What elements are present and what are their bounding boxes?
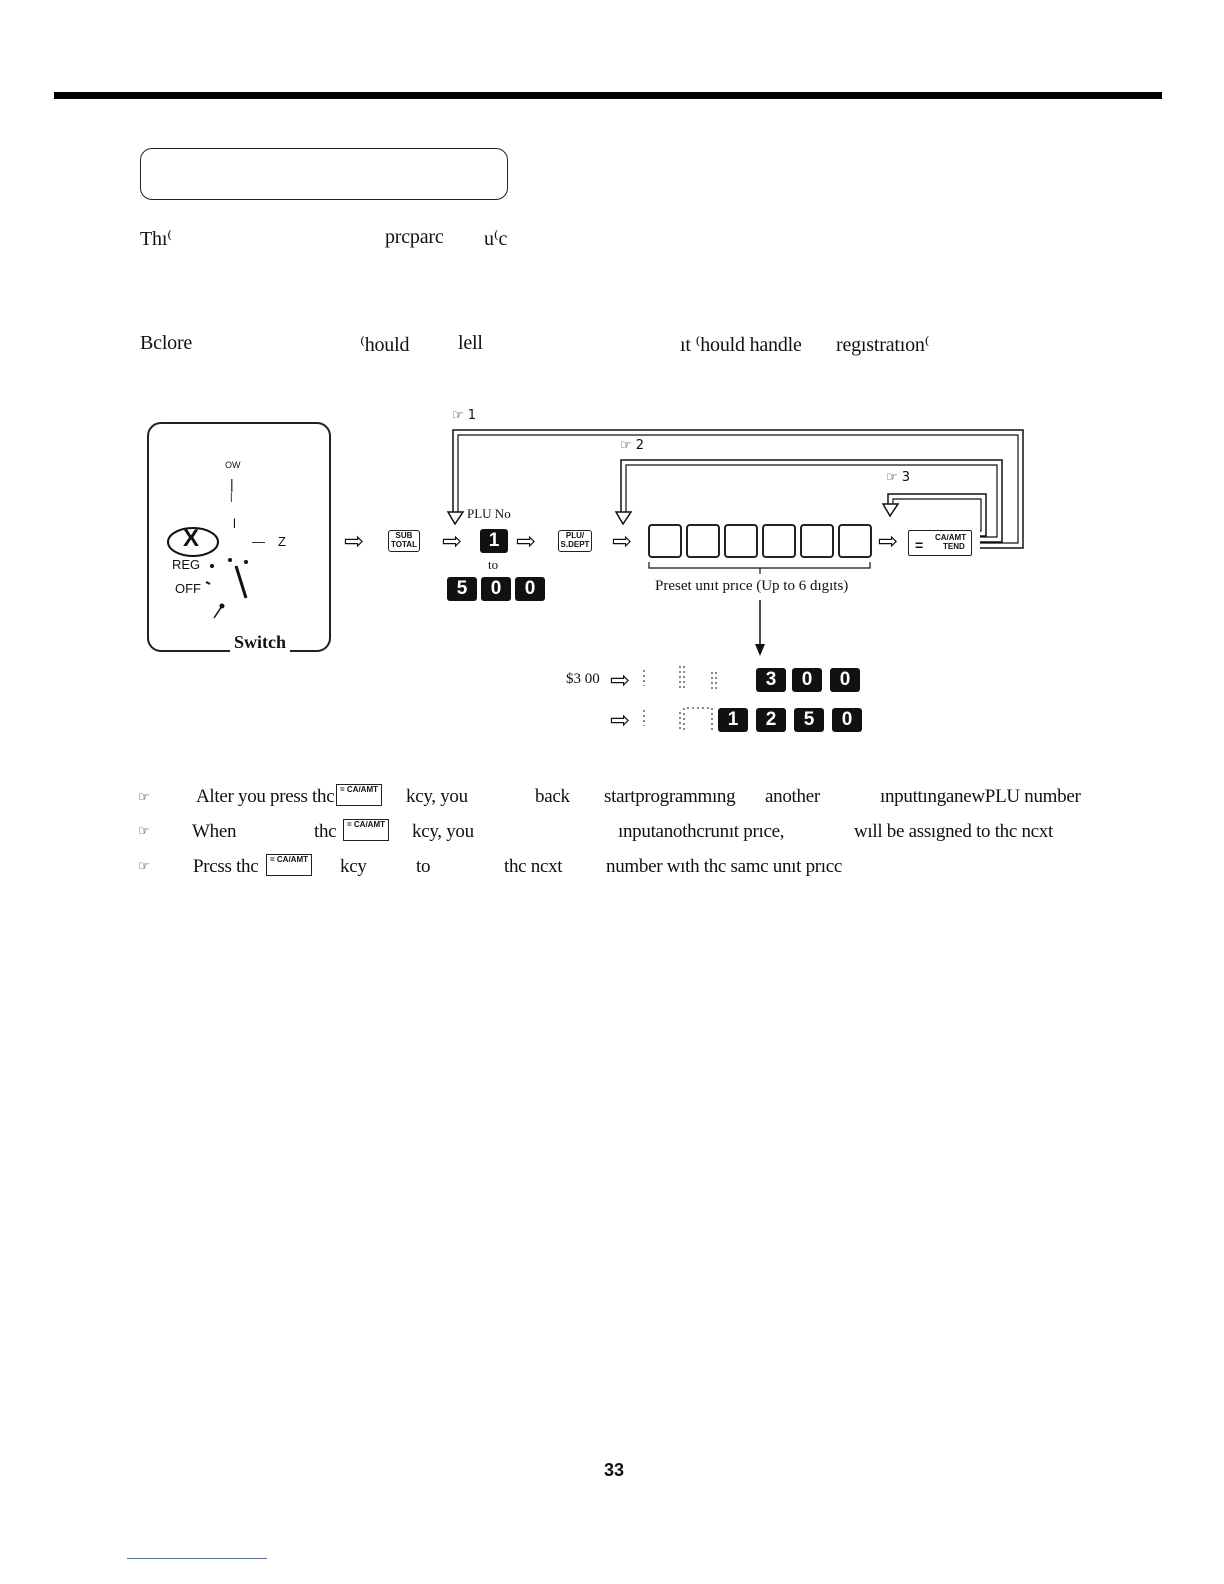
digit-key[interactable]: 2 [756,708,786,732]
flow-arrow-icon: ⇨ [516,527,537,555]
note-icon: ☞ [138,859,150,874]
loop-mark-1: ☞ 1 [452,408,477,423]
ca-key-line2: TEND [943,542,965,551]
digit-key[interactable]: 0 [481,577,511,601]
page-number: 33 [604,1460,625,1480]
ca-amt-tend-key-inline [266,854,312,876]
switch-tick: | [230,492,233,503]
price-bracket [648,560,872,660]
example-price-label: $3 00 [566,671,600,687]
digit-key[interactable]: 5 [447,577,477,601]
note-text: another [765,786,820,807]
switch-tick: | [230,476,234,492]
flow-arrow-icon: ⇨ [610,706,631,734]
note-text: Prcss thc [193,856,259,877]
switch-pos-reg: REG [172,557,201,572]
digit-key[interactable]: 0 [515,577,545,601]
switch-pos-off: OFF [175,581,201,596]
subtotal-key-line1: SUB [395,531,413,540]
price-caption: Preset unıt prıce (Up to 6 dıgıts) [655,578,849,594]
note-text: wıll be assıgned to thc ncxt [854,821,1053,842]
intro-word: ıt ⁽hould handle [680,334,802,356]
price-digit-slot[interactable] [800,524,834,558]
intro-word: regıstratıon⁽ [836,334,930,356]
dotted-placeholders [640,704,730,734]
loop-mark-3: ☞ 3 [886,470,911,485]
section-title-box [140,148,508,200]
digit-key[interactable]: 1 [718,708,748,732]
plu-dept-key[interactable] [558,530,592,552]
note-text: thc ncxt [504,856,563,877]
digit-key[interactable]: 3 [756,668,786,692]
note-text: kcy [340,856,367,877]
note-text: startprogrammıng [604,786,736,807]
note-text: number wıth thc samc unıt prıcc [606,856,843,877]
note-text: ınputtınganewPLU number [880,786,1081,807]
ca-key-line1: CA/AMT [353,820,386,829]
note-text: When [192,821,237,842]
digit-key[interactable]: 1 [480,529,508,553]
switch-pos-ow: OW [225,460,241,470]
intro-word: Bclore [140,332,193,354]
price-digit-slot[interactable] [724,524,758,558]
plu-dept-key-line1: PLU/ [565,531,585,540]
flow-arrow-icon: ⇨ [442,527,463,555]
flow-arrow-icon: ⇨ [612,527,633,555]
ca-key-line1: CA/AMT [346,785,379,794]
note-text: thc [314,821,337,842]
equals-icon: = [270,855,275,864]
ca-amt-tend-key[interactable] [908,530,972,556]
subtotal-key[interactable] [388,530,420,552]
switch-pos-z-dash: — [252,534,265,549]
loop-mark-2: ☞ 2 [620,438,645,453]
dotted-placeholders [640,664,730,694]
ca-amt-tend-key-inline [336,784,382,806]
flow-arrow-icon: ⇨ [344,527,365,555]
price-digit-slot[interactable] [838,524,872,558]
to-label: to [488,557,499,572]
equals-icon: = [340,785,345,794]
plu-no-label: PLU No [467,506,511,521]
digit-key[interactable]: 0 [792,668,822,692]
header-rule [54,92,1162,99]
equals-icon: = [915,537,924,553]
intro-word: prcparc [385,226,444,248]
switch-knob-icon [200,552,250,622]
switch-pos-l: l [233,516,236,531]
price-digit-slot[interactable] [648,524,682,558]
equals-icon: = [347,820,352,829]
subtotal-key-line2: TOTAL [391,540,417,549]
ca-amt-tend-key-inline [343,819,389,841]
note-text: kcy, you [406,786,468,807]
note-text: back [535,786,570,807]
footer-link-underline [127,1558,267,1559]
note-text: kcy, you [412,821,474,842]
price-digit-slot[interactable] [686,524,720,558]
digit-key[interactable]: 5 [794,708,824,732]
flow-arrow-icon: ⇨ [878,527,899,555]
intro-word: Thı⁽ [140,228,172,250]
note-icon: ☞ [138,824,150,839]
plu-dept-key-line2: S.DEPT [560,540,590,549]
flow-arrow-icon: ⇨ [610,666,631,694]
intro-word: u⁽c [484,228,508,250]
intro-word: lell [458,332,483,354]
note-text: ınputanothcrunıt prıce, [618,821,785,842]
switch-pos-z: Z [278,534,286,549]
ca-key-line1: CA/AMT [935,533,967,542]
note-text: to [416,856,431,877]
note-text: Alter you press thc [196,786,335,807]
switch-label: Switch [230,632,290,653]
switch-pos-x: X [183,525,200,552]
ca-key-line1: CA/AMT [276,855,309,864]
note-icon: ☞ [138,790,150,805]
digit-key[interactable]: 0 [830,668,860,692]
digit-key[interactable]: 0 [832,708,862,732]
intro-word: ⁽hould [360,334,410,356]
price-digit-slot[interactable] [762,524,796,558]
